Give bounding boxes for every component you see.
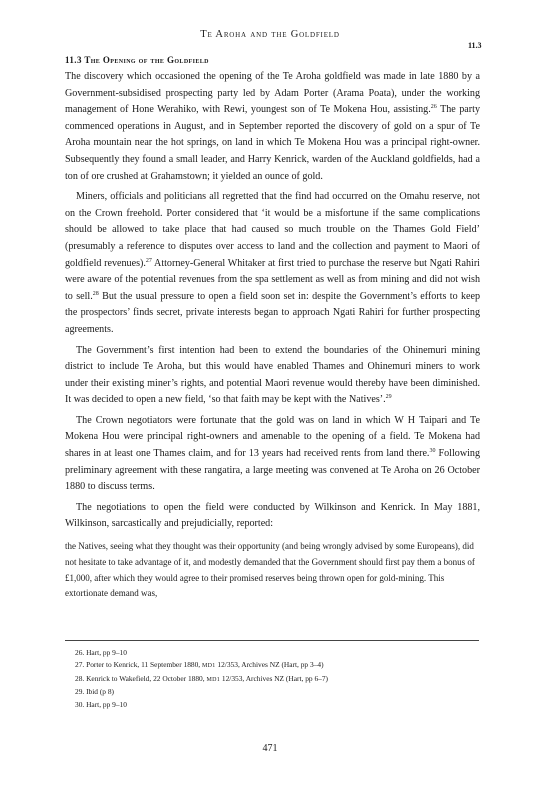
footnote: 29. Ibid (p 8) — [75, 687, 114, 697]
block-quote: the Natives, seeing what they thought was their opportunity (and being wrongly advised by some Europeans), did not hesitate to take advantage of it, and modestly demanded that the Government should first pay them a bonus of £1,000, after which they would agree to their promised reserves being thrown open for gold-mining. This extortionate demand was, — [65, 541, 475, 599]
footnote: 26. Hart, pp 9–10 — [75, 648, 127, 657]
footnote: 30. Hart, pp 9–10 — [75, 699, 127, 709]
paragraph: The negotiations to open the field were conducted by Wilkinson and Kenrick. In May 1881, Wilkinson, sarcastically and prejudicially, reported: — [65, 501, 480, 530]
paragraph: Miners, officials and politicians all regretted that the find had occurred on the Omahu reserve, not on the Crown freehold. Porter considered that ‘it would be a misfortune if the same complications should be allowed to take place that had caused so much trouble on the Thames Gold Field’ (presumably a reference to disputes over access to land and the collection and payment to Maori of goldfield revenues).$^{27}$ Attorney-General Whitaker at first tried to purchase the reserve but Ngati Rahiri were aware of the potential revenues from the spa settlement as well as from mining and did not wish to sell.$^{28}$ But the usual pressure to open a field soon set in: despite the Government’s efforts to keep the prospectors’ finds secret, private interests began to approach Ngati Rahiri for further prospecting agreements. — [65, 191, 481, 335]
running-head: Te Aroha and the Goldfield — [200, 29, 340, 40]
footnote-ref: 29 — [385, 394, 392, 401]
page-number: 471 — [262, 743, 278, 754]
footnote-ref: 30 — [429, 448, 436, 455]
footnote: 27. Porter to Kenrick, 11 September 1880, MD1 12/353, Archives NZ (Hart, pp 3–4) — [75, 660, 324, 670]
footnote-ref: 28 — [92, 290, 99, 297]
footnote-ref: 27 — [145, 257, 152, 264]
footnotes — [75, 647, 328, 711]
section-heading: 11.3 The Opening of the Goldfield — [65, 55, 209, 65]
footnote-ref: 26 — [430, 104, 437, 111]
section-number: 11.3 — [468, 41, 482, 50]
footnote: 28. Kenrick to Wakefield, 22 October 1880, MD1 12/353, Archives NZ (Hart, pp 6–7) — [75, 673, 328, 683]
paragraph: The discovery which occasioned the opening of the Te Aroha goldfield was made in late 1880 by a Government-subsidised prospecting party led by Adam Porter (Arama Poata), under the working management of Hone Werahiko, with Rewi, youngest son of Te Mokena Hou, assisting.$^{26}$ The party commenced operations in August, and in September reported the discovery of gold on a spur of Te Aroha mountain near the hot springs, on land in which Te Mokena Hou was a principal right-owner. Subsequently they found a small leader, and Harry Kenrick, warden of the Auckland goldfields, had a ton of ore crushed at Grahamstown; it yielded an ounce of gold. — [65, 71, 480, 182]
paragraph: The Government’s first intention had been to extend the boundaries of the Ohinemuri mining district to include Te Aroha, but this would have enabled Thames and Ohinemuri miners to work under their existing miner’s rights, and potential Maori revenue would thereby have been diminished. It was decided to open a new field, ‘so that faith may be kept with the Natives’.$^{29}$ — [65, 344, 480, 406]
footnote-rule — [65, 640, 479, 641]
body-text — [65, 69, 480, 602]
paragraph: The Crown negotiators were fortunate that the gold was on land in which W H Taipari and Te Mokena Hou were principal right-owners and amenable to the opening of a field. Te Mokena had shares in at least one Thames claim, and for 13 years had received rents from land there.$^{30}$ Following preliminary agreement with these rangatira, a large meeting was convened at Te Aroha on 26 October 1880 to discuss terms. — [65, 414, 481, 493]
